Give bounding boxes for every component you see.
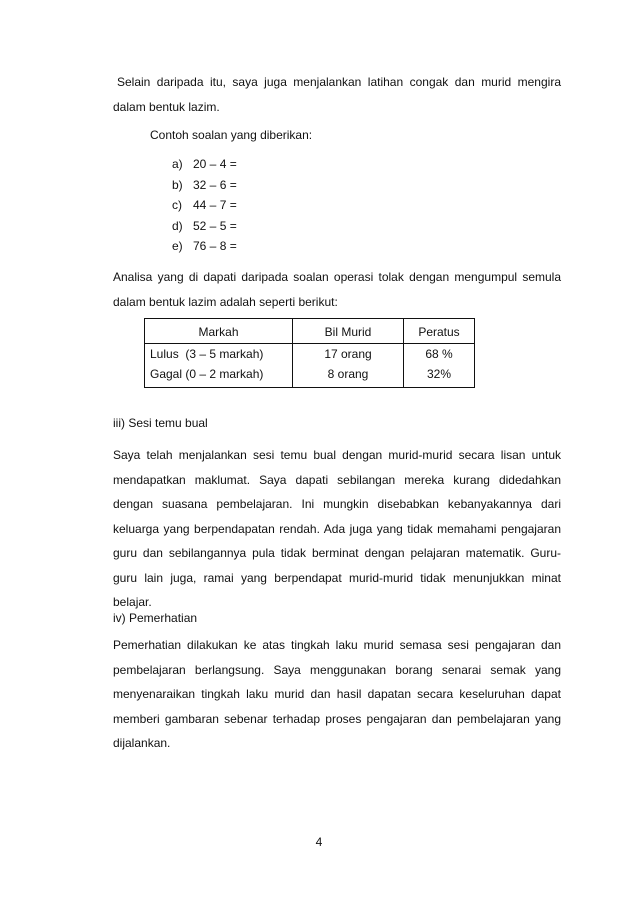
- section-heading-temu-bual: iii) Sesi temu bual: [113, 416, 208, 430]
- table-cell: Lulus (3 – 5 markah): [145, 344, 293, 365]
- list-item-label: a): [172, 157, 183, 171]
- paragraph-analysis: Analisa yang di dapati daripada soalan operasi tolak dengan mengumpul semula dalam bentuk lazim adalah seperti berikut:: [113, 270, 561, 309]
- paragraph-congak: [113, 70, 561, 119]
- list-item-label: e): [172, 239, 183, 253]
- list-item-text: 20 – 4 =: [193, 157, 237, 171]
- list-item-text: 76 – 8 =: [193, 239, 237, 253]
- list-item-label: d): [172, 218, 183, 233]
- table-row: [145, 364, 475, 388]
- results-table: [144, 318, 475, 388]
- paragraph-pemerhatian: Pemerhatian dilakukan ke atas tingkah laku murid semasa sesi pengajaran dan pembelajaran berlangsung. Saya menggunakan borang senarai semak yang menyenaraikan tingkah laku murid dan hasil dapatan secara keseluruhan dapat memberi gambaran sebenar terhadap proses pengajaran dan pembelajaran yang dijalankan.: [113, 638, 561, 750]
- list-item-label: c): [172, 198, 182, 212]
- table-cell: 32%: [426, 367, 452, 381]
- table-header-bil-murid: Bil Murid: [293, 319, 404, 344]
- table-cell: 8 orang: [293, 364, 404, 388]
- page-number: 4: [315, 835, 323, 849]
- list-item-text: 44 – 7 =: [193, 198, 237, 212]
- table-header-row: [145, 319, 475, 344]
- table-cell: 68 %: [425, 347, 453, 361]
- list-item-text: 52 – 5 =: [193, 218, 237, 233]
- table-header-markah: Markah: [145, 319, 293, 344]
- list-item: [172, 175, 237, 196]
- examples-list: [172, 154, 237, 257]
- list-item: [172, 195, 237, 216]
- examples-intro: Contoh soalan yang diberikan:: [150, 128, 313, 142]
- list-item: [172, 236, 237, 257]
- table-header-peratus: Peratus: [404, 319, 475, 344]
- table-cell: Gagal (0 – 2 markah): [145, 364, 293, 388]
- table-cell: 17 orang: [293, 344, 404, 365]
- table-row: [145, 344, 475, 365]
- list-item-label: b): [172, 177, 183, 192]
- list-item: [172, 154, 237, 175]
- list-item: [172, 216, 237, 237]
- paragraph-temu-bual: Saya telah menjalankan sesi temu bual dengan murid-murid secara lisan untuk mendapatkan maklumat. Saya dapati sebilangan mereka kurang didedahkan dengan suasana pembelajaran. Ini mungkin disebabkan kebanyakannya dari keluarga yang berpendapatan rendah. Ada juga yang tidak memahami pengajaran guru dan sebilangannya pula tidak berminat dengan pelajaran matematik. Guru-guru lain juga, ramai yang berpendapat murid-murid tidak menunjukkan minat belajar.: [113, 448, 561, 609]
- list-item-text: 32 – 6 =: [193, 177, 237, 192]
- section-heading-pemerhatian: iv) Pemerhatian: [113, 611, 198, 625]
- paragraph-congak-text: Selain daripada itu, saya juga menjalankan latihan congak dan murid mengira dalam bentuk lazim.: [113, 75, 561, 114]
